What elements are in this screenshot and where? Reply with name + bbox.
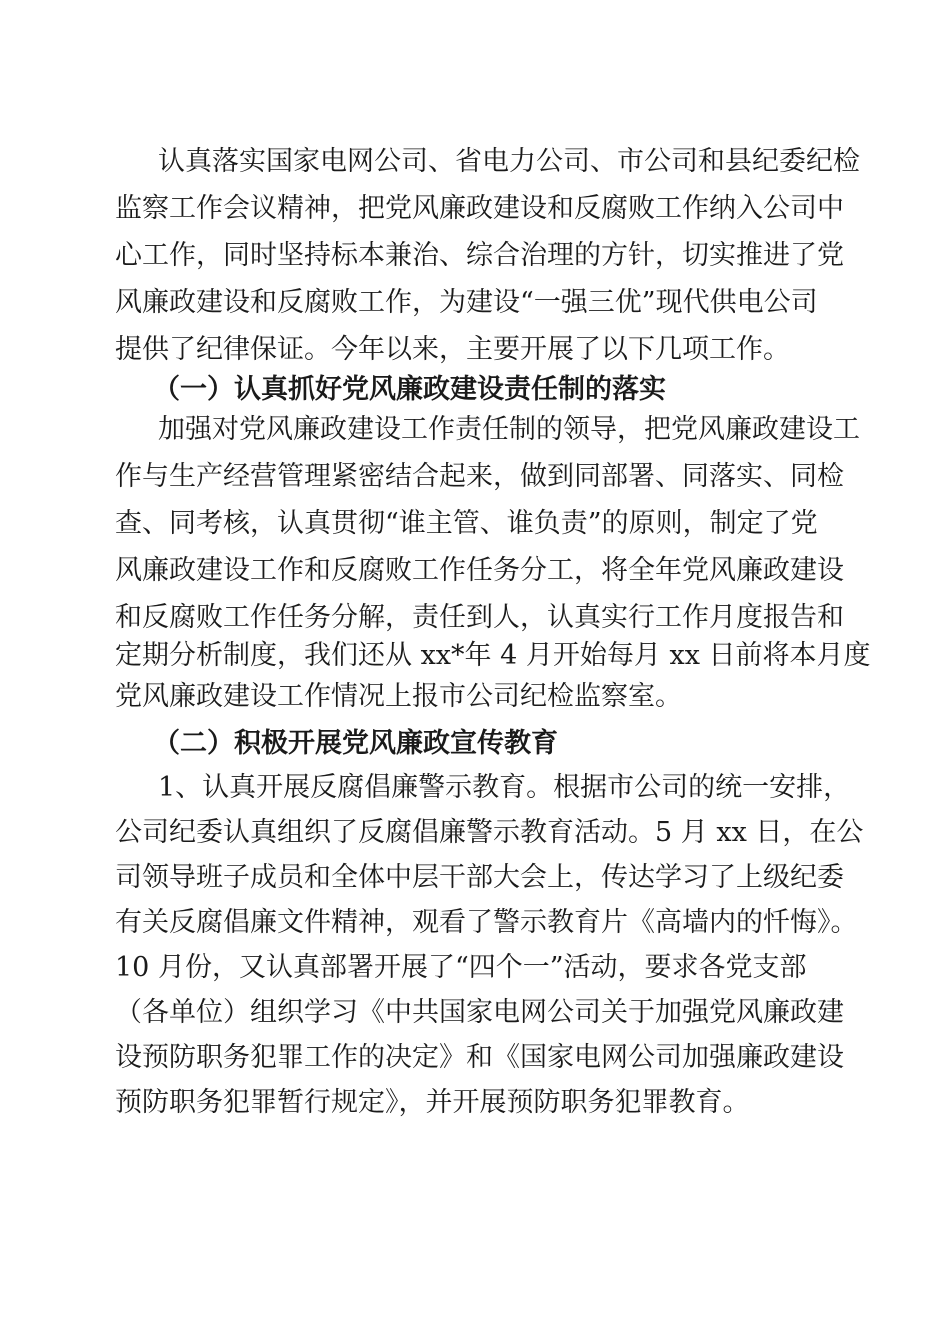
paragraph-3-line-3: 司领导班子成员和全体中层干部大会上，传达学习了上级纪委 [115, 862, 844, 893]
paragraph-3-line-1: 1、认真开展反腐倡廉警示教育。根据市公司的统一安排， [158, 772, 851, 803]
paragraph-3-line-4: 有关反腐倡廉文件精神，观看了警示教育片《高墙内的忏悔》。 [115, 907, 858, 938]
paragraph-2-line-3: 查、同考核，认真贯彻“谁主管、谁负责”的原则，制定了党 [115, 508, 818, 539]
paragraph-2-line-4: 风廉政建设工作和反腐败工作任务分工，将全年党风廉政建设 [115, 555, 844, 586]
paragraph-1-line-3: 心工作，同时坚持标本兼治、综合治理的方针，切实推进了党 [115, 240, 844, 271]
paragraph-3-line-5: 10 月份，又认真部署开展了“四个一”活动，要求各党支部 [115, 952, 807, 983]
paragraph-2-line-7: 党风廉政建设工作情况上报市公司纪检监察室。 [115, 681, 682, 712]
paragraph-3-line-2: 公司纪委认真组织了反腐倡廉警示教育活动。5 月 xx 日，在公 [115, 817, 864, 848]
paragraph-2-line-6: 定期分析制度，我们还从 xx*年 4 月开始每月 xx 日前将本月度 [115, 640, 871, 671]
paragraph-1-line-2: 监察工作会议精神，把党风廉政建设和反腐败工作纳入公司中 [115, 193, 844, 224]
paragraph-1-line-1: 认真落实国家电网公司、省电力公司、市公司和县纪委纪检 [158, 146, 860, 177]
section-heading-1: （一）认真抓好党风廉政建设责任制的落实 [153, 374, 666, 405]
section-heading-2: （二）积极开展党风廉政宣传教育 [153, 728, 558, 759]
paragraph-3-line-7: 设预防职务犯罪工作的决定》和《国家电网公司加强廉政建设 [115, 1042, 844, 1073]
paragraph-1-line-5: 提供了纪律保证。今年以来，主要开展了以下几项工作。 [115, 334, 790, 365]
paragraph-2-line-5: 和反腐败工作任务分解，责任到人，认真实行工作月度报告和 [115, 602, 844, 633]
paragraph-1-line-4: 风廉政建设和反腐败工作，为建设“一强三优”现代供电公司 [115, 287, 818, 318]
paragraph-3-line-6: （各单位）组织学习《中共国家电网公司关于加强党风廉政建 [115, 997, 844, 1028]
paragraph-2-line-1: 加强对党风廉政建设工作责任制的领导，把党风廉政建设工 [158, 414, 860, 445]
paragraph-2-line-2: 作与生产经营管理紧密结合起来，做到同部署、同落实、同检 [115, 461, 844, 492]
paragraph-3-line-8: 预防职务犯罪暂行规定》，并开展预防职务犯罪教育。 [115, 1087, 750, 1118]
